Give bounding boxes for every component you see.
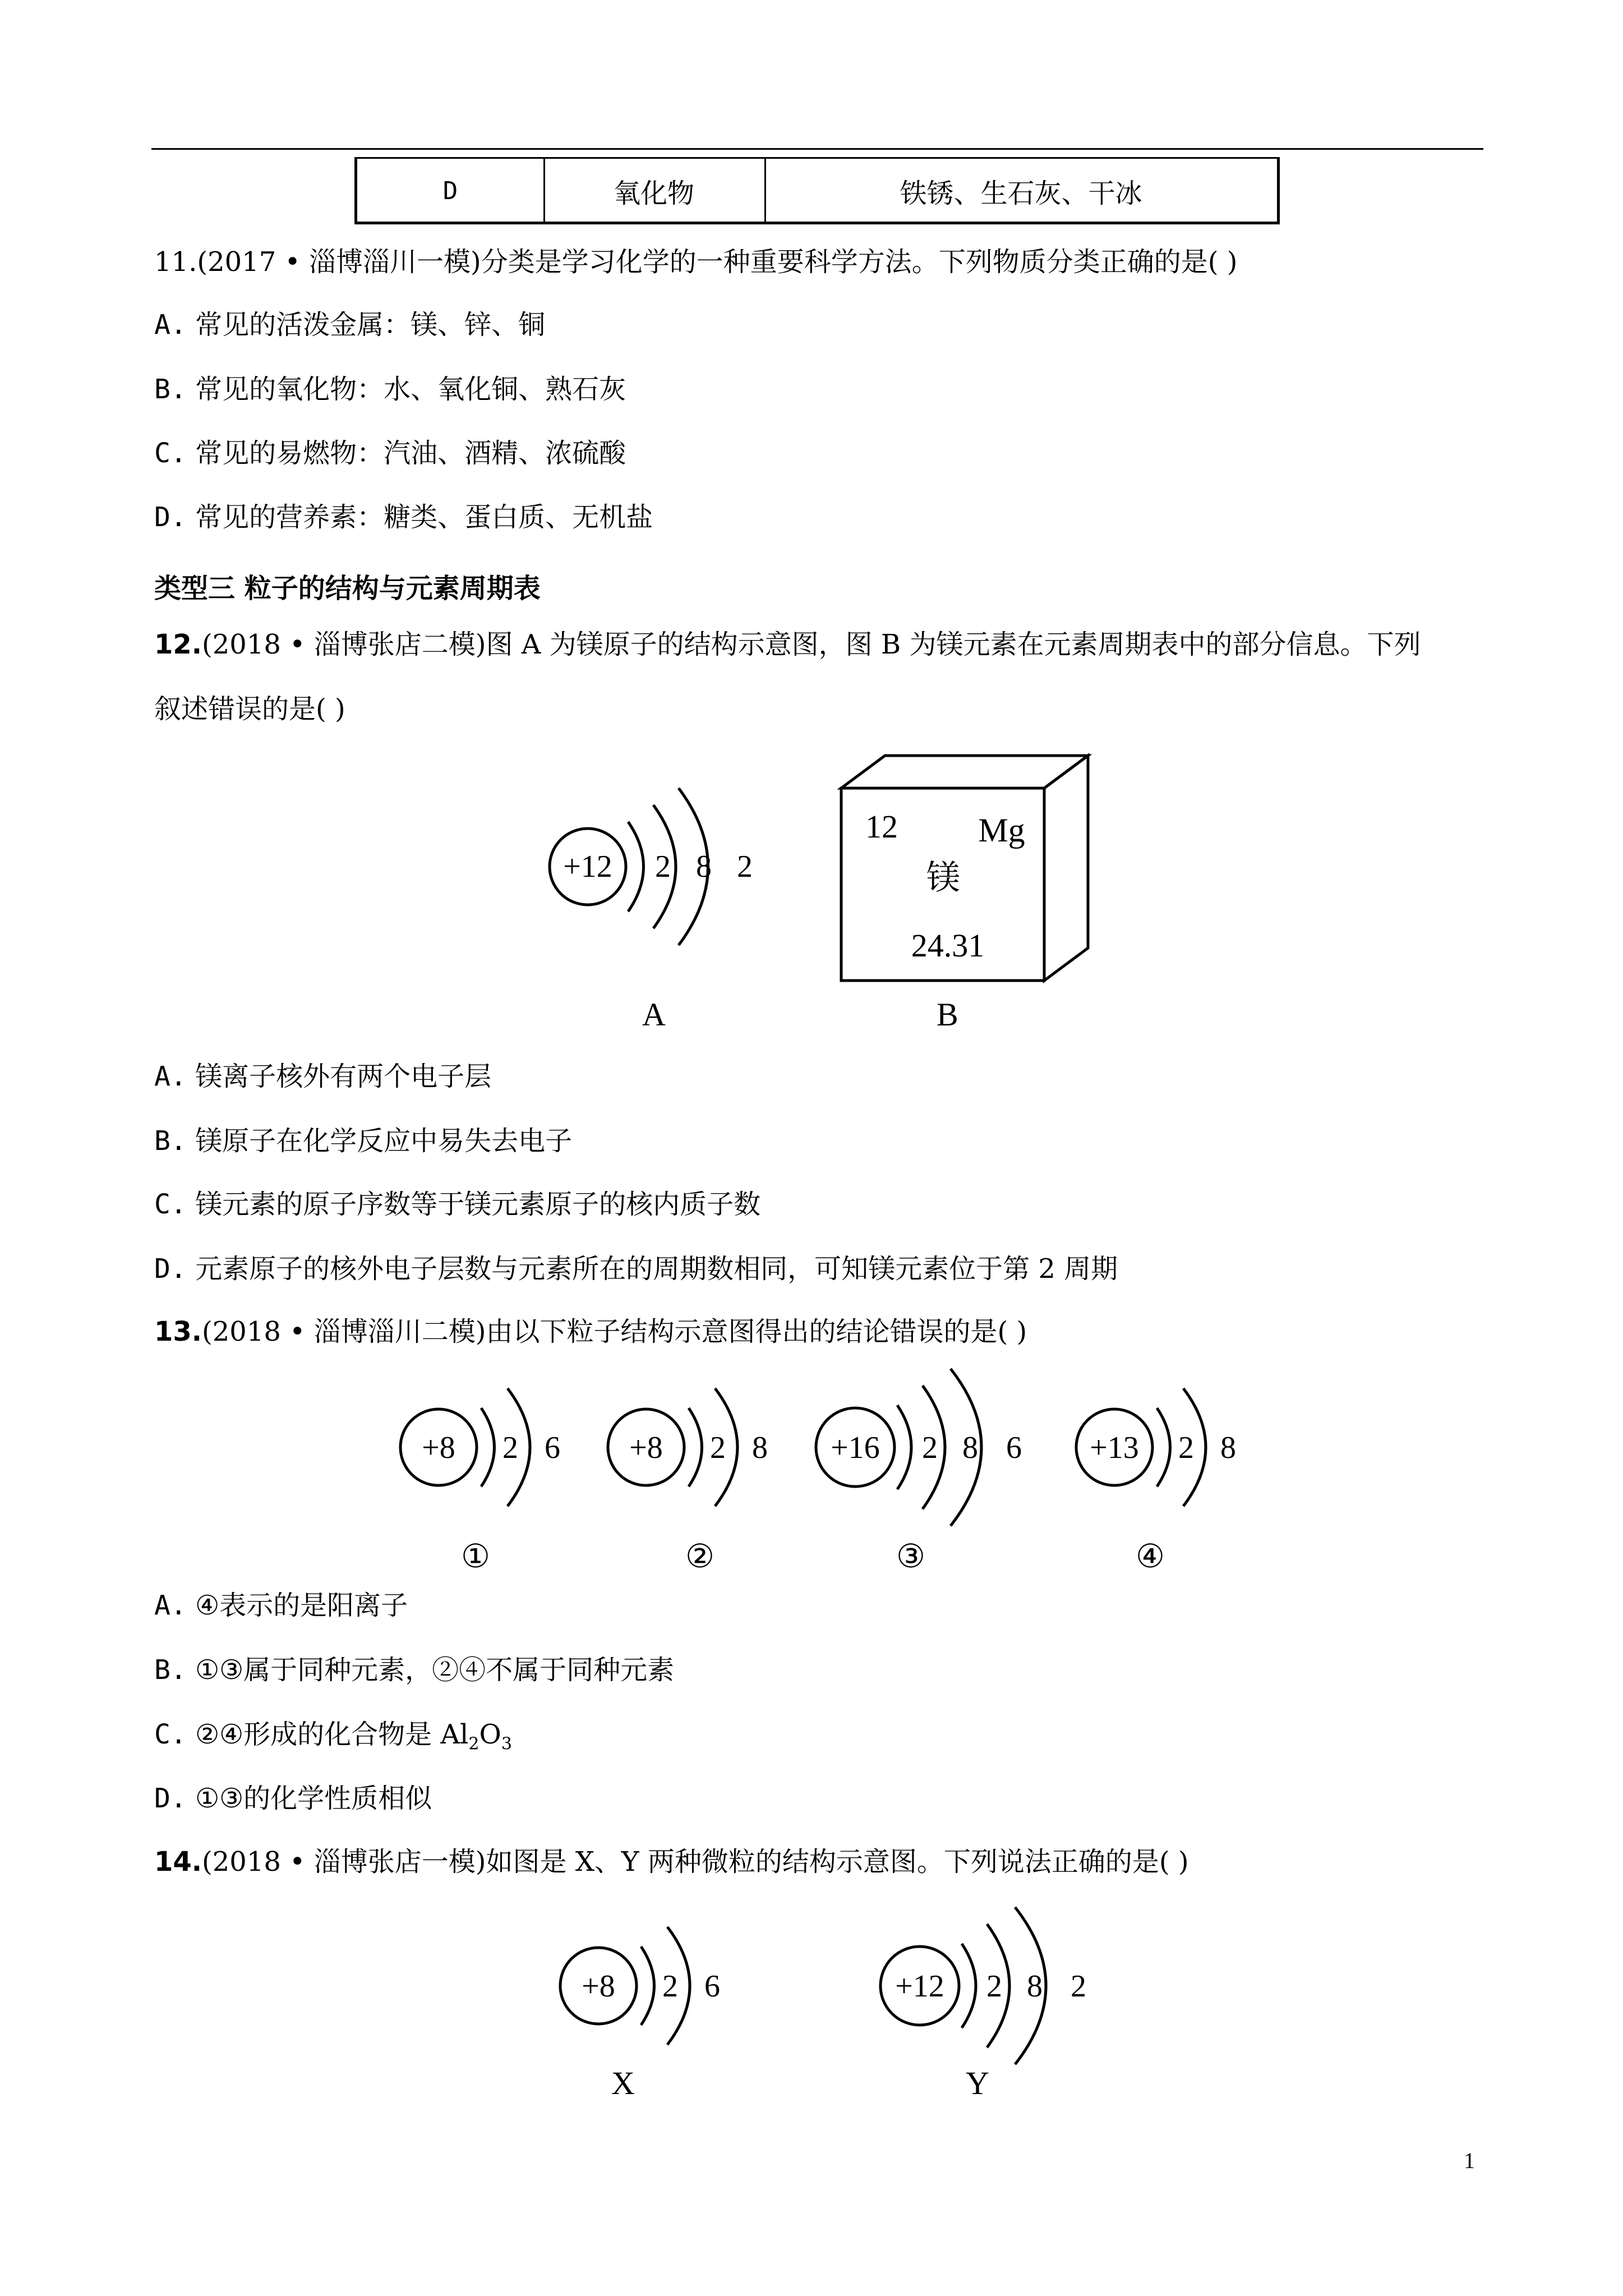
atomic-mass: 24.31 [911,927,985,964]
shell-electron-count: 2 [1071,1969,1086,2004]
shell-electron-count: 8 [1027,1969,1043,2004]
question-11-option-d: D. 常见的营养素：糖类、蛋白质、无机盐 [154,501,653,533]
classification-table-row [354,157,1280,224]
particle-label-3: ③ [896,1538,925,1575]
shell-electron-count: 2 [986,1969,1002,2004]
shell-electron-count: 2 [737,849,753,884]
question-12-stem-line1 [154,631,1421,658]
electron-shell-arc [481,1408,495,1487]
atomic-number: 12 [865,808,898,845]
question-13-option-d: D. ①③的化学性质相似 [154,1783,432,1814]
electron-shell-arc-1 [628,822,644,912]
shell-electron-count: 6 [704,1969,720,2004]
particle-label-x: X [611,2065,635,2101]
particle-label-1: ① [461,1538,490,1575]
question-text: 图 A 为镁原子的结构示意图，图 B 为镁元素在元素周期表中的部分信息。下列 [486,629,1421,660]
question-12-option-b: B. 镁原子在化学反应中易失去电子 [154,1125,573,1157]
question-number: 13. [154,1316,202,1347]
nucleus-charge: +12 [895,1969,944,2004]
element-symbol: Mg [978,812,1025,849]
question-11-option-a: A. 常见的活泼金属：镁、锌、铜 [154,309,546,341]
particle-diagram-2 [600,1374,785,1520]
figure-b-caption: B [937,996,958,1033]
question-number: 12. [154,629,202,660]
nucleus-charge: +13 [1090,1430,1139,1465]
question-13-option-a: A. ④表示的是阳离子 [154,1590,408,1621]
question-13-option-c: C. ②④形成的化合物是 $Al_2O_3$ [154,1719,512,1754]
question-text: 由以下粒子结构示意图得出的结论错误的是( ) [486,1316,1027,1347]
table-cell-examples: 铁锈、生石灰、干冰 [900,178,1142,209]
question-12-option-c: C. 镁元素的原子序数等于镁元素原子的核内质子数 [154,1189,761,1220]
shell-electron-count: 6 [545,1430,560,1465]
shell-electron-count: 8 [962,1430,978,1465]
question-11-option-b: B. 常见的氧化物：水、氧化铜、熟石灰 [154,374,626,405]
question-number: 14. [154,1846,202,1878]
shell-electron-count: 2 [922,1430,938,1465]
particle-diagram-4 [1068,1374,1253,1520]
question-12-option-d: D. 元素原子的核外电子层数与元素所在的周期数相同，可知镁元素位于第 2 周期 [154,1253,1118,1285]
shell-electron-count: 2 [662,1969,678,2004]
table-cell-option: D [357,159,545,223]
table-cell-category: 氧化物 [543,159,766,223]
section-heading: 类型三 粒子的结构与元素周期表 [154,573,541,604]
electron-shell-arc [641,1947,654,2025]
shell-electron-count: 8 [1220,1430,1236,1465]
nucleus-charge: +16 [831,1430,880,1465]
question-11-stem [154,246,1238,278]
question-14-stem [154,1846,1189,1878]
element-name: 镁 [926,858,960,898]
shell-electron-count: 2 [1178,1430,1194,1465]
shell-electron-count: 6 [1006,1430,1022,1465]
magnesium-atom-diagram [538,783,785,951]
particle-label-y: Y [966,2065,989,2101]
question-text: 如图是 X、Y 两种微粒的结构示意图。下列说法正确的是( ) [486,1846,1189,1878]
particle-diagram-y [872,1904,1108,2073]
header-rule [151,148,1483,150]
box-side-face [1044,756,1088,981]
question-13-option-b: B. ①③属于同种元素，②④不属于同种元素 [154,1654,675,1686]
question-11-option-c: C. 常见的易燃物：汽油、酒精、浓硫酸 [154,438,626,469]
particle-diagram-x [552,1913,737,2059]
figure-a-caption: A [642,996,666,1033]
question-source: (2018 • 淄博张店二模) [202,629,486,660]
question-12-stem-line2: 叙述错误的是( ) [154,693,345,725]
electron-shell-arc [1157,1408,1170,1487]
nucleus-charge: +8 [422,1430,455,1465]
particle-diagram-3 [808,1363,1043,1531]
question-number: 11. [154,246,197,278]
particle-label-2: ② [685,1538,714,1575]
question-source: (2018 • 淄博淄川二模) [202,1316,486,1347]
question-12-option-a: A. 镁离子核外有两个电子层 [154,1061,492,1092]
nucleus-charge: +8 [629,1430,663,1465]
particle-label-4: ④ [1136,1538,1165,1575]
nucleus-charge: +8 [582,1969,615,2004]
electron-shell-arc [897,1405,911,1489]
electron-shell-arc [689,1408,702,1487]
question-text: 分类是学习化学的一种重要科学方法。下列物质分类正确的是( ) [481,246,1238,278]
question-source: (2018 • 淄博张店一模) [202,1846,486,1878]
shell-electron-count: 2 [502,1430,518,1465]
particle-diagram-1 [393,1374,578,1520]
shell-electron-count: 2 [710,1430,726,1465]
page-number: 1 [1464,2148,1475,2173]
electron-shell-arc [962,1944,976,2028]
shell-electron-count: 8 [752,1430,768,1465]
question-source: (2017 • 淄博淄川一模) [197,246,481,278]
question-13-stem [154,1318,1027,1345]
shell-electron-count: 8 [696,849,712,884]
periodic-table-cell [836,749,1105,984]
shell-electron-count: 2 [655,849,671,884]
nucleus-charge: +12 [563,849,612,884]
